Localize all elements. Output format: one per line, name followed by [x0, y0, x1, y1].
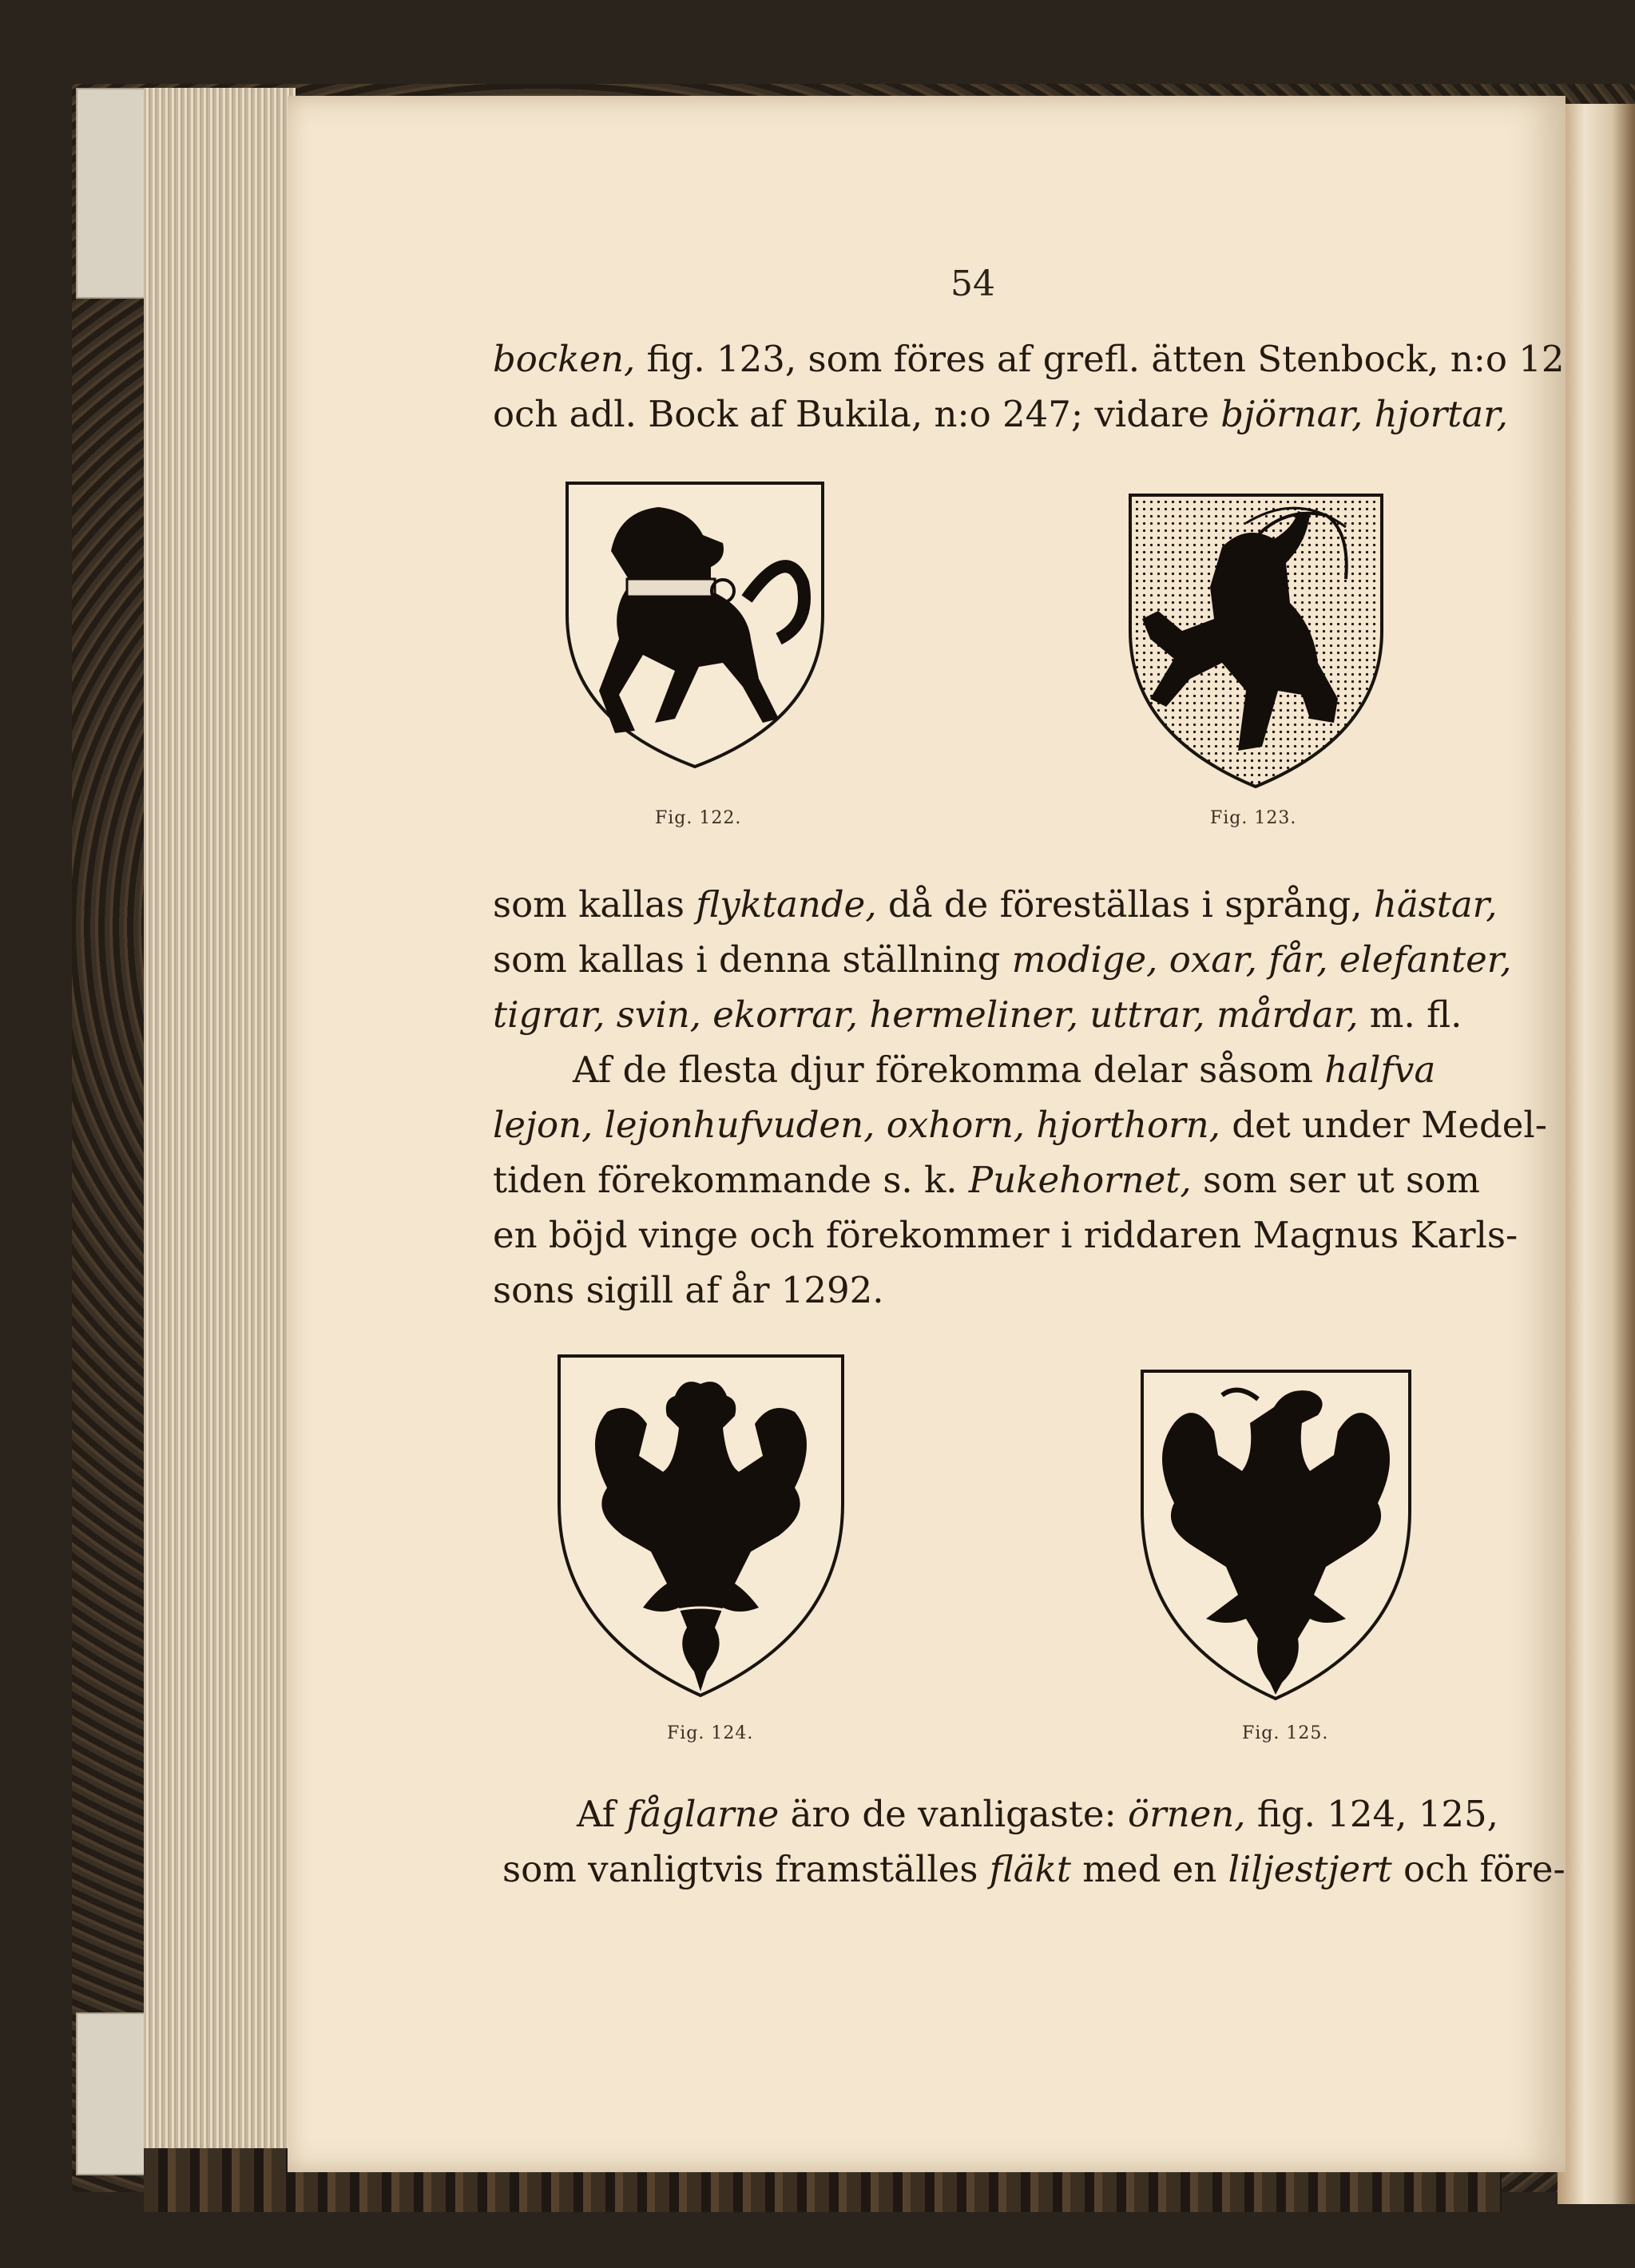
caption-fig-125: Fig. 125.	[1242, 1723, 1329, 1743]
text-run: fig. 123, som föres af grefl. ätten Stenbock, n:o 12	[635, 338, 1565, 380]
italic-word: fåglarne	[626, 1793, 780, 1835]
text-run: med en	[1070, 1848, 1228, 1890]
dog-shield-icon	[563, 479, 827, 771]
shield-fig-125	[1138, 1367, 1414, 1703]
caption-fig-124: Fig. 124.	[667, 1723, 754, 1743]
text-line	[493, 1786, 1498, 1842]
text-line	[493, 1097, 1547, 1152]
italic-word: Pukehornet,	[968, 1159, 1192, 1201]
text-run: fig. 124, 125,	[1245, 1793, 1498, 1835]
text-run: det under Medel-	[1220, 1104, 1547, 1146]
paragraph-4	[493, 1786, 1566, 1897]
eagle-shield-icon	[555, 1352, 847, 1699]
text-run: äro de vanligaste:	[779, 1793, 1129, 1835]
facing-page-edge	[1558, 104, 1635, 2204]
text-run: Af de flesta djur förekomma delar såsom	[573, 1049, 1325, 1091]
text-line	[493, 1207, 1518, 1263]
text-run: som vanligtvis framställes	[502, 1848, 990, 1890]
text-line	[493, 1042, 1463, 1097]
italic-word: fläkt	[989, 1848, 1071, 1890]
text-run: Af	[577, 1793, 627, 1835]
shield-fig-123	[1126, 491, 1386, 791]
text-run: och före-	[1391, 1848, 1566, 1890]
italic-word: lejon, lejonhufvuden, oxhorn, hjorthorn,	[493, 1104, 1220, 1146]
text-line	[493, 1842, 1566, 1897]
text-line	[493, 1263, 1463, 1318]
text-run: sons sigill af år 1292.	[493, 1269, 884, 1311]
text-run: m. fl.	[1358, 993, 1462, 1036]
text-line	[493, 987, 1463, 1042]
paragraph-3	[493, 1042, 1547, 1318]
text-line	[493, 877, 1498, 932]
italic-word: flyktande,	[696, 883, 877, 926]
text-run: en böjd vinge och förekommer i riddaren Magnus Karls-	[493, 1214, 1518, 1256]
page-edges	[144, 88, 296, 2172]
text-run: och adl. Bock af Bukila, n:o 247; vidare	[493, 393, 1221, 435]
italic-word: liljestjert	[1228, 1848, 1392, 1890]
text-line	[493, 387, 1508, 442]
caption-fig-123: Fig. 123.	[1210, 808, 1297, 828]
paragraph-2	[493, 877, 1512, 1042]
shield-fig-124	[555, 1352, 847, 1699]
text-line	[493, 331, 1565, 387]
eagle-shield-icon	[1138, 1367, 1414, 1703]
text-run: som ser ut som	[1191, 1159, 1480, 1201]
italic-word: modige, oxar, får, elefanter,	[1011, 938, 1512, 981]
goat-shield-icon	[1126, 491, 1386, 791]
italic-word: tigrar, svin, ekorrar, hermeliner, uttrar, mårdar,	[493, 993, 1359, 1036]
text-line	[493, 932, 1512, 987]
text-run: som kallas	[493, 883, 696, 926]
italic-word: halfva	[1324, 1049, 1436, 1091]
italic-word: örnen,	[1128, 1793, 1246, 1835]
italic-word: bocken,	[493, 338, 636, 380]
caption-fig-122: Fig. 122.	[655, 808, 742, 828]
text-run: då de föreställas i språng,	[876, 883, 1374, 926]
text-run: tiden förekommande s. k.	[493, 1159, 969, 1201]
page-number: 54	[950, 264, 995, 304]
shield-fig-122	[563, 479, 827, 771]
italic-word: hästar,	[1373, 883, 1498, 926]
italic-word: björnar, hjortar,	[1220, 393, 1508, 435]
text-line	[493, 1152, 1480, 1207]
paragraph-1	[493, 331, 1565, 442]
text-run: som kallas i denna ställning	[493, 938, 1012, 981]
